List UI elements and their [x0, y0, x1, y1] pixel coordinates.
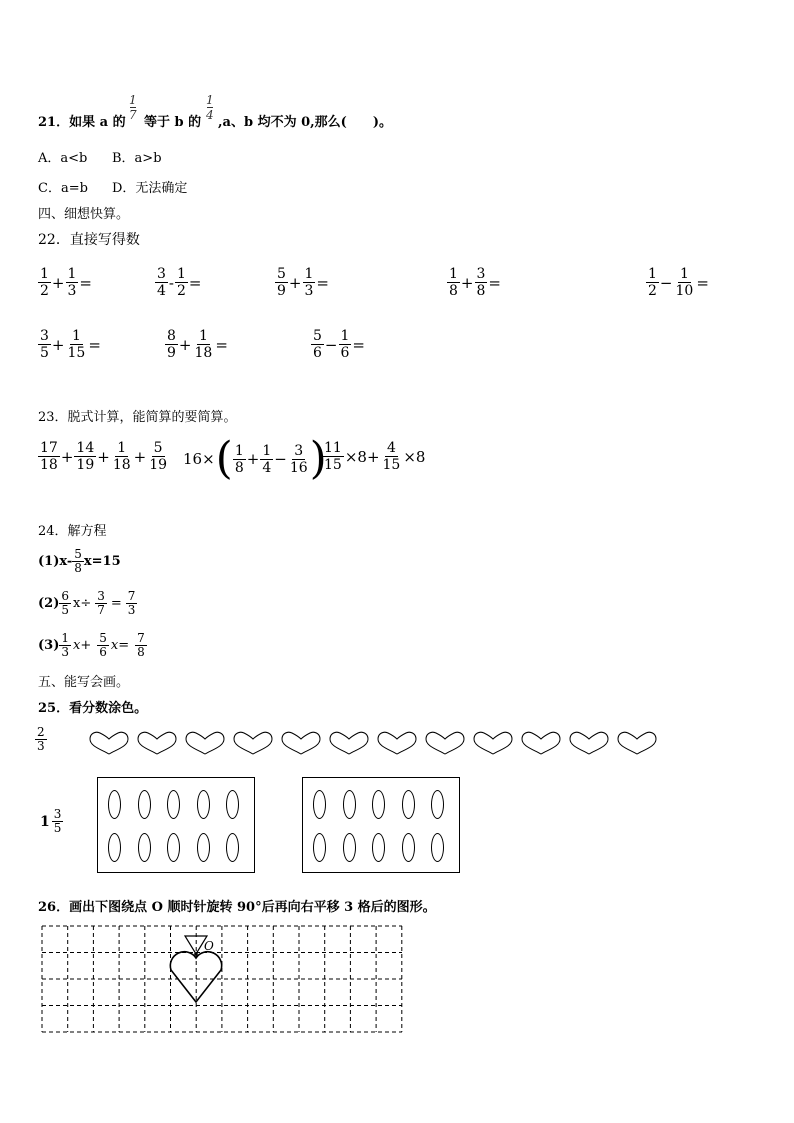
- q23-e1-f4-num: 5: [153, 440, 163, 456]
- q23-e1-op1: +: [60, 447, 74, 466]
- q25-title: 25．看分数涂色。: [38, 701, 148, 716]
- q22-row1-e3-b: [303, 266, 316, 299]
- q22-row1-e2-a-num: 3: [157, 266, 166, 282]
- heart-outline: [90, 732, 128, 754]
- oval-shape: [108, 833, 121, 862]
- q23-e3-f2-den: 15: [382, 457, 401, 473]
- q26-title: 26．画出下图绕点 O 顺时针旋转 90°后再向右平移 3 格后的图形。: [38, 900, 436, 915]
- q23-e2-f3: [288, 443, 310, 476]
- q24-eq1-label: (1)x-: [38, 554, 73, 569]
- q22-row2-e3-b-den: 6: [340, 345, 350, 361]
- point-o: [194, 952, 198, 956]
- q22-title: 22．直接写得数: [38, 232, 140, 248]
- q21-line: [38, 111, 126, 130]
- q24-eq3-f3-num: 7: [137, 631, 145, 645]
- q23-e3-op1: ×8+: [344, 447, 380, 466]
- q22-row1-e5-b-num: 1: [679, 266, 689, 282]
- q22-row1-e4-a: [447, 266, 460, 299]
- q24-eq2-f3-num: 7: [127, 589, 136, 603]
- q23-e1-f1: [38, 440, 60, 473]
- q21-option-b: B．a>b: [112, 151, 162, 166]
- q22-row1-e4-b-num: 3: [476, 266, 486, 282]
- q22-row2-e3-a-den: 6: [313, 345, 322, 361]
- q24-eq3-x2: x=: [110, 638, 130, 653]
- q23-e2-f2: [260, 443, 273, 476]
- q21-frac2-den: 4: [206, 108, 214, 122]
- q21-pre: 如果 a 的: [69, 115, 126, 130]
- oval-shape: [138, 790, 151, 819]
- oval-shape: [167, 833, 180, 862]
- heart-outline: [618, 732, 656, 754]
- q22-row1-e3-b-den: 3: [304, 283, 314, 299]
- q22-row2-e2-a-den: 9: [167, 345, 176, 361]
- q22-row1-e5-a: [646, 266, 659, 299]
- heart-outline: [378, 732, 416, 754]
- q25-mixed-whole: 1: [40, 813, 50, 830]
- q23-e3-f1: [322, 440, 344, 473]
- q22-row1-e1-a-den: 2: [40, 283, 49, 299]
- q21-frac1-den: 7: [129, 108, 137, 122]
- q24-eq2-equals: =: [110, 596, 122, 611]
- q23-expression-1: [38, 440, 169, 473]
- q23-e3-f2: [381, 440, 403, 473]
- q22-row1-e1-a-num: 1: [40, 266, 49, 282]
- q22-row1-e1-a: [38, 266, 51, 299]
- q22-row2-e1-op: +: [51, 335, 65, 354]
- q22-row2-e3-op: −: [324, 335, 338, 354]
- q22-row1-e1-b-den: 3: [67, 283, 77, 299]
- q24-eq1-rest: x=15: [83, 554, 121, 569]
- heart-outline: [426, 732, 464, 754]
- q22-row1-e5-a-num: 1: [648, 266, 657, 282]
- q23-e1-f2-num: 14: [76, 440, 95, 456]
- q22-row1-e4-b-den: 8: [476, 283, 486, 299]
- q24-eq1-frac-den: 8: [74, 561, 82, 575]
- q22-row2-e3-b: [339, 328, 352, 361]
- q25-mixed-frac-den: 5: [53, 821, 62, 835]
- q22-row2-e1-b: [66, 328, 88, 361]
- q22-row1-e4-op: +: [460, 273, 474, 292]
- q22-row1-e5-op: −: [659, 273, 673, 292]
- q22-row1-e2-eq: =: [188, 273, 202, 292]
- q24-equation-3: [38, 632, 147, 659]
- q22-row2-e1-a: [38, 328, 51, 361]
- oval-shape: [343, 790, 356, 819]
- oval-shape: [197, 790, 210, 819]
- q25-hearts-frac-den: 3: [37, 739, 45, 753]
- q22-row1-e1-b-num: 1: [67, 266, 77, 282]
- q24-eq2-f3: [126, 590, 138, 617]
- oval-shape: [343, 833, 356, 862]
- q22-row2-expression-2: [165, 328, 229, 361]
- q22-row1-e3-a-num: 5: [277, 266, 286, 282]
- q21-option-a: A．a<b: [38, 151, 88, 166]
- q23-e3-op2: ×8: [403, 447, 426, 466]
- q22-row2-e2-b: [193, 328, 215, 361]
- q23-e2-right-paren: ): [309, 433, 327, 484]
- q22-row1-e5-a-den: 2: [648, 283, 657, 299]
- q21-mid: 等于 b 的: [144, 115, 202, 130]
- heart-outline: [186, 732, 224, 754]
- q25-mixed-frac-num: 3: [53, 807, 62, 821]
- q24-eq3-f1-den: 3: [61, 645, 69, 659]
- q22-row1-expression-3: [275, 266, 330, 299]
- oval-box-2: [302, 777, 460, 873]
- q23-e1-f4-den: 19: [149, 457, 168, 473]
- q22-row1-e1-op: +: [51, 273, 65, 292]
- q25-hearts-fraction: [35, 726, 47, 753]
- q22-row2-e1-b-den: 15: [67, 345, 86, 361]
- q24-eq3-f1: [59, 632, 71, 659]
- q24-eq3-f2-den: 6: [99, 645, 107, 659]
- heart-outline: [138, 732, 176, 754]
- q24-eq1-frac: [72, 548, 84, 575]
- q23-e3-f1-num: 11: [324, 440, 342, 456]
- q22-row1-expression-5: [646, 266, 710, 299]
- q22-row2-e2-eq: =: [215, 335, 228, 354]
- q23-e2-prefix: 16×: [183, 450, 215, 468]
- q25-mixed-fraction: [40, 808, 63, 835]
- q24-eq2-f2: [95, 590, 107, 617]
- q24-eq1-frac-num: 5: [74, 547, 82, 561]
- oval-shape: [402, 833, 415, 862]
- oval-box-1: [97, 777, 255, 873]
- q23-title: 23．脱式计算，能简算的要简算。: [38, 410, 237, 425]
- heart-outline: [330, 732, 368, 754]
- q21-frac1-num: 1: [129, 93, 137, 107]
- q23-expression-2: [182, 433, 327, 484]
- q23-e1-f1-den: 18: [40, 457, 58, 473]
- q22-row1-e4-a-den: 8: [449, 283, 458, 299]
- q22-row1-e1-eq: =: [79, 273, 92, 292]
- section-5-heading: 五、能写会画。: [38, 675, 130, 690]
- q22-row1-e2-a-den: 4: [157, 283, 166, 299]
- q23-e2-f2-num: 1: [262, 442, 272, 459]
- q24-equation-1: [38, 548, 121, 575]
- oval-shape: [197, 833, 210, 862]
- q23-expression-3: [322, 440, 426, 473]
- heart-outline: [234, 732, 272, 754]
- q22-row1-expression-4: [447, 266, 502, 299]
- q23-e1-op3: +: [133, 447, 147, 466]
- hearts-row: [88, 730, 663, 760]
- q22-row1-e3-op: +: [288, 273, 302, 292]
- q23-e3-f2-num: 4: [386, 440, 396, 456]
- q23-e1-f3-num: 1: [117, 440, 127, 456]
- q22-row2-e1-a-num: 3: [40, 328, 49, 344]
- oval-shape: [431, 833, 444, 862]
- q22-row1-e3-a-den: 9: [277, 283, 286, 299]
- q22-row2-e2-op: +: [178, 335, 192, 354]
- oval-shape: [226, 833, 239, 862]
- q22-row1-e3-eq: =: [316, 273, 329, 292]
- q23-e1-op2: +: [97, 447, 110, 466]
- q21-frac2: [206, 89, 214, 122]
- q23-e2-f3-den: 16: [289, 459, 308, 476]
- q22-row1-e2-b-den: 2: [177, 283, 186, 299]
- q24-equation-2: [38, 590, 137, 617]
- q24-eq3-f2: [97, 632, 109, 659]
- q22-row1-e2-op: -: [168, 273, 174, 292]
- q22-row1-e5-b: [674, 266, 696, 299]
- q22-row1-e3-a: [275, 266, 288, 299]
- point-o-label: O: [204, 939, 214, 953]
- q23-e1-f2: [74, 440, 96, 473]
- q22-row1-e5-eq: =: [696, 273, 709, 292]
- q22-row2-expression-1: [38, 328, 102, 361]
- q22-row2-e1-b-num: 1: [71, 328, 81, 344]
- oval-shape: [313, 833, 326, 862]
- q22-row2-e2-b-den: 18: [194, 345, 213, 361]
- oval-shape: [226, 790, 239, 819]
- q23-e2-op1: +: [246, 450, 260, 468]
- q23-e1-f3: [111, 440, 133, 473]
- q23-e2-f1-den: 8: [234, 459, 244, 476]
- q22-row1-e3-b-num: 1: [304, 266, 314, 282]
- q24-eq3-f3-den: 8: [137, 645, 145, 659]
- oval-shape: [108, 790, 121, 819]
- q23-e2-left-paren: (: [215, 433, 233, 484]
- q22-row1-e1-b: [66, 266, 79, 299]
- q24-eq2-f2-den: 7: [97, 603, 105, 617]
- q21-number: 21．: [38, 115, 70, 130]
- q24-eq2-middle: x÷: [73, 596, 92, 611]
- dotted-grid-figure: [40, 924, 406, 1036]
- q22-row1-e2-a: [155, 266, 168, 299]
- q22-row2-e2-a-num: 8: [167, 328, 176, 344]
- q23-e1-f4: [147, 440, 169, 473]
- q24-eq3-f1-num: 1: [61, 631, 69, 645]
- q22-row2-e2-a: [165, 328, 178, 361]
- q23-e1-f3-den: 18: [112, 457, 131, 473]
- q23-e2-f1-num: 1: [234, 442, 244, 459]
- q22-row1-expression-2: [155, 266, 203, 299]
- q24-eq3-f2-num: 5: [99, 631, 107, 645]
- oval-shape: [372, 833, 385, 862]
- q22-row2-e2-b-num: 1: [198, 328, 208, 344]
- q23-e1-f2-den: 19: [76, 457, 95, 473]
- q22-row1-e4-a-num: 1: [449, 266, 458, 282]
- q22-row2-e3-eq: =: [352, 335, 365, 354]
- heart-outline: [282, 732, 320, 754]
- q23-e3-f1-den: 15: [324, 457, 342, 473]
- q22-row2-e3-a: [311, 328, 324, 361]
- oval-shape: [313, 790, 326, 819]
- q25-hearts-frac-num: 2: [37, 725, 45, 739]
- q24-eq2-f1-den: 5: [61, 603, 69, 617]
- q22-row1-e2-b-num: 1: [177, 266, 186, 282]
- q22-row1-expression-1: [38, 266, 93, 299]
- q21-post: ,a、b 均不为 0,那么( )。: [218, 115, 392, 130]
- q22-row2-e3-b-num: 1: [340, 328, 350, 344]
- q24-eq2-f1-num: 6: [61, 589, 69, 603]
- q22-row2-e1-a-den: 5: [40, 345, 49, 361]
- oval-shape: [431, 790, 444, 819]
- oval-shape: [167, 790, 180, 819]
- q24-eq2-f1: [59, 590, 71, 617]
- q24-eq2-f3-den: 3: [127, 603, 136, 617]
- q21-frac2-num: 1: [206, 93, 214, 107]
- q23-e2-f1: [233, 443, 246, 476]
- q21-option-d: D．无法确定: [112, 181, 188, 196]
- oval-shape: [402, 790, 415, 819]
- q23-e2-op2: −: [274, 450, 287, 468]
- q23-e2-f3-num: 3: [294, 442, 304, 459]
- q22-row1-e5-b-den: 10: [675, 283, 694, 299]
- oval-shape: [138, 833, 151, 862]
- heart-outline: [570, 732, 608, 754]
- q22-row2-e3-a-num: 5: [313, 328, 322, 344]
- q24-title: 24．解方程: [38, 524, 107, 539]
- q22-row1-e4-eq: =: [488, 273, 501, 292]
- q22-row2-expression-3: [311, 328, 366, 361]
- q23-e1-f1-num: 17: [40, 440, 58, 456]
- section-4-heading: 四、细想快算。: [38, 207, 130, 222]
- q22-row1-e4-b: [475, 266, 488, 299]
- heart-outline: [522, 732, 560, 754]
- heart-outline: [474, 732, 512, 754]
- q24-eq2-label: (2): [38, 596, 60, 611]
- q24-eq2-f2-num: 3: [97, 589, 105, 603]
- q24-eq3-label: (3): [38, 638, 60, 653]
- q24-eq3-f3: [135, 632, 147, 659]
- q21-option-c: C．a=b: [38, 181, 88, 196]
- q24-eq3-x1: x+: [73, 638, 92, 653]
- q21-frac1: [129, 89, 137, 122]
- q22-row1-e2-b: [175, 266, 188, 299]
- q23-e2-f2-den: 4: [262, 459, 272, 476]
- oval-shape: [372, 790, 385, 819]
- q22-row2-e1-eq: =: [88, 335, 101, 354]
